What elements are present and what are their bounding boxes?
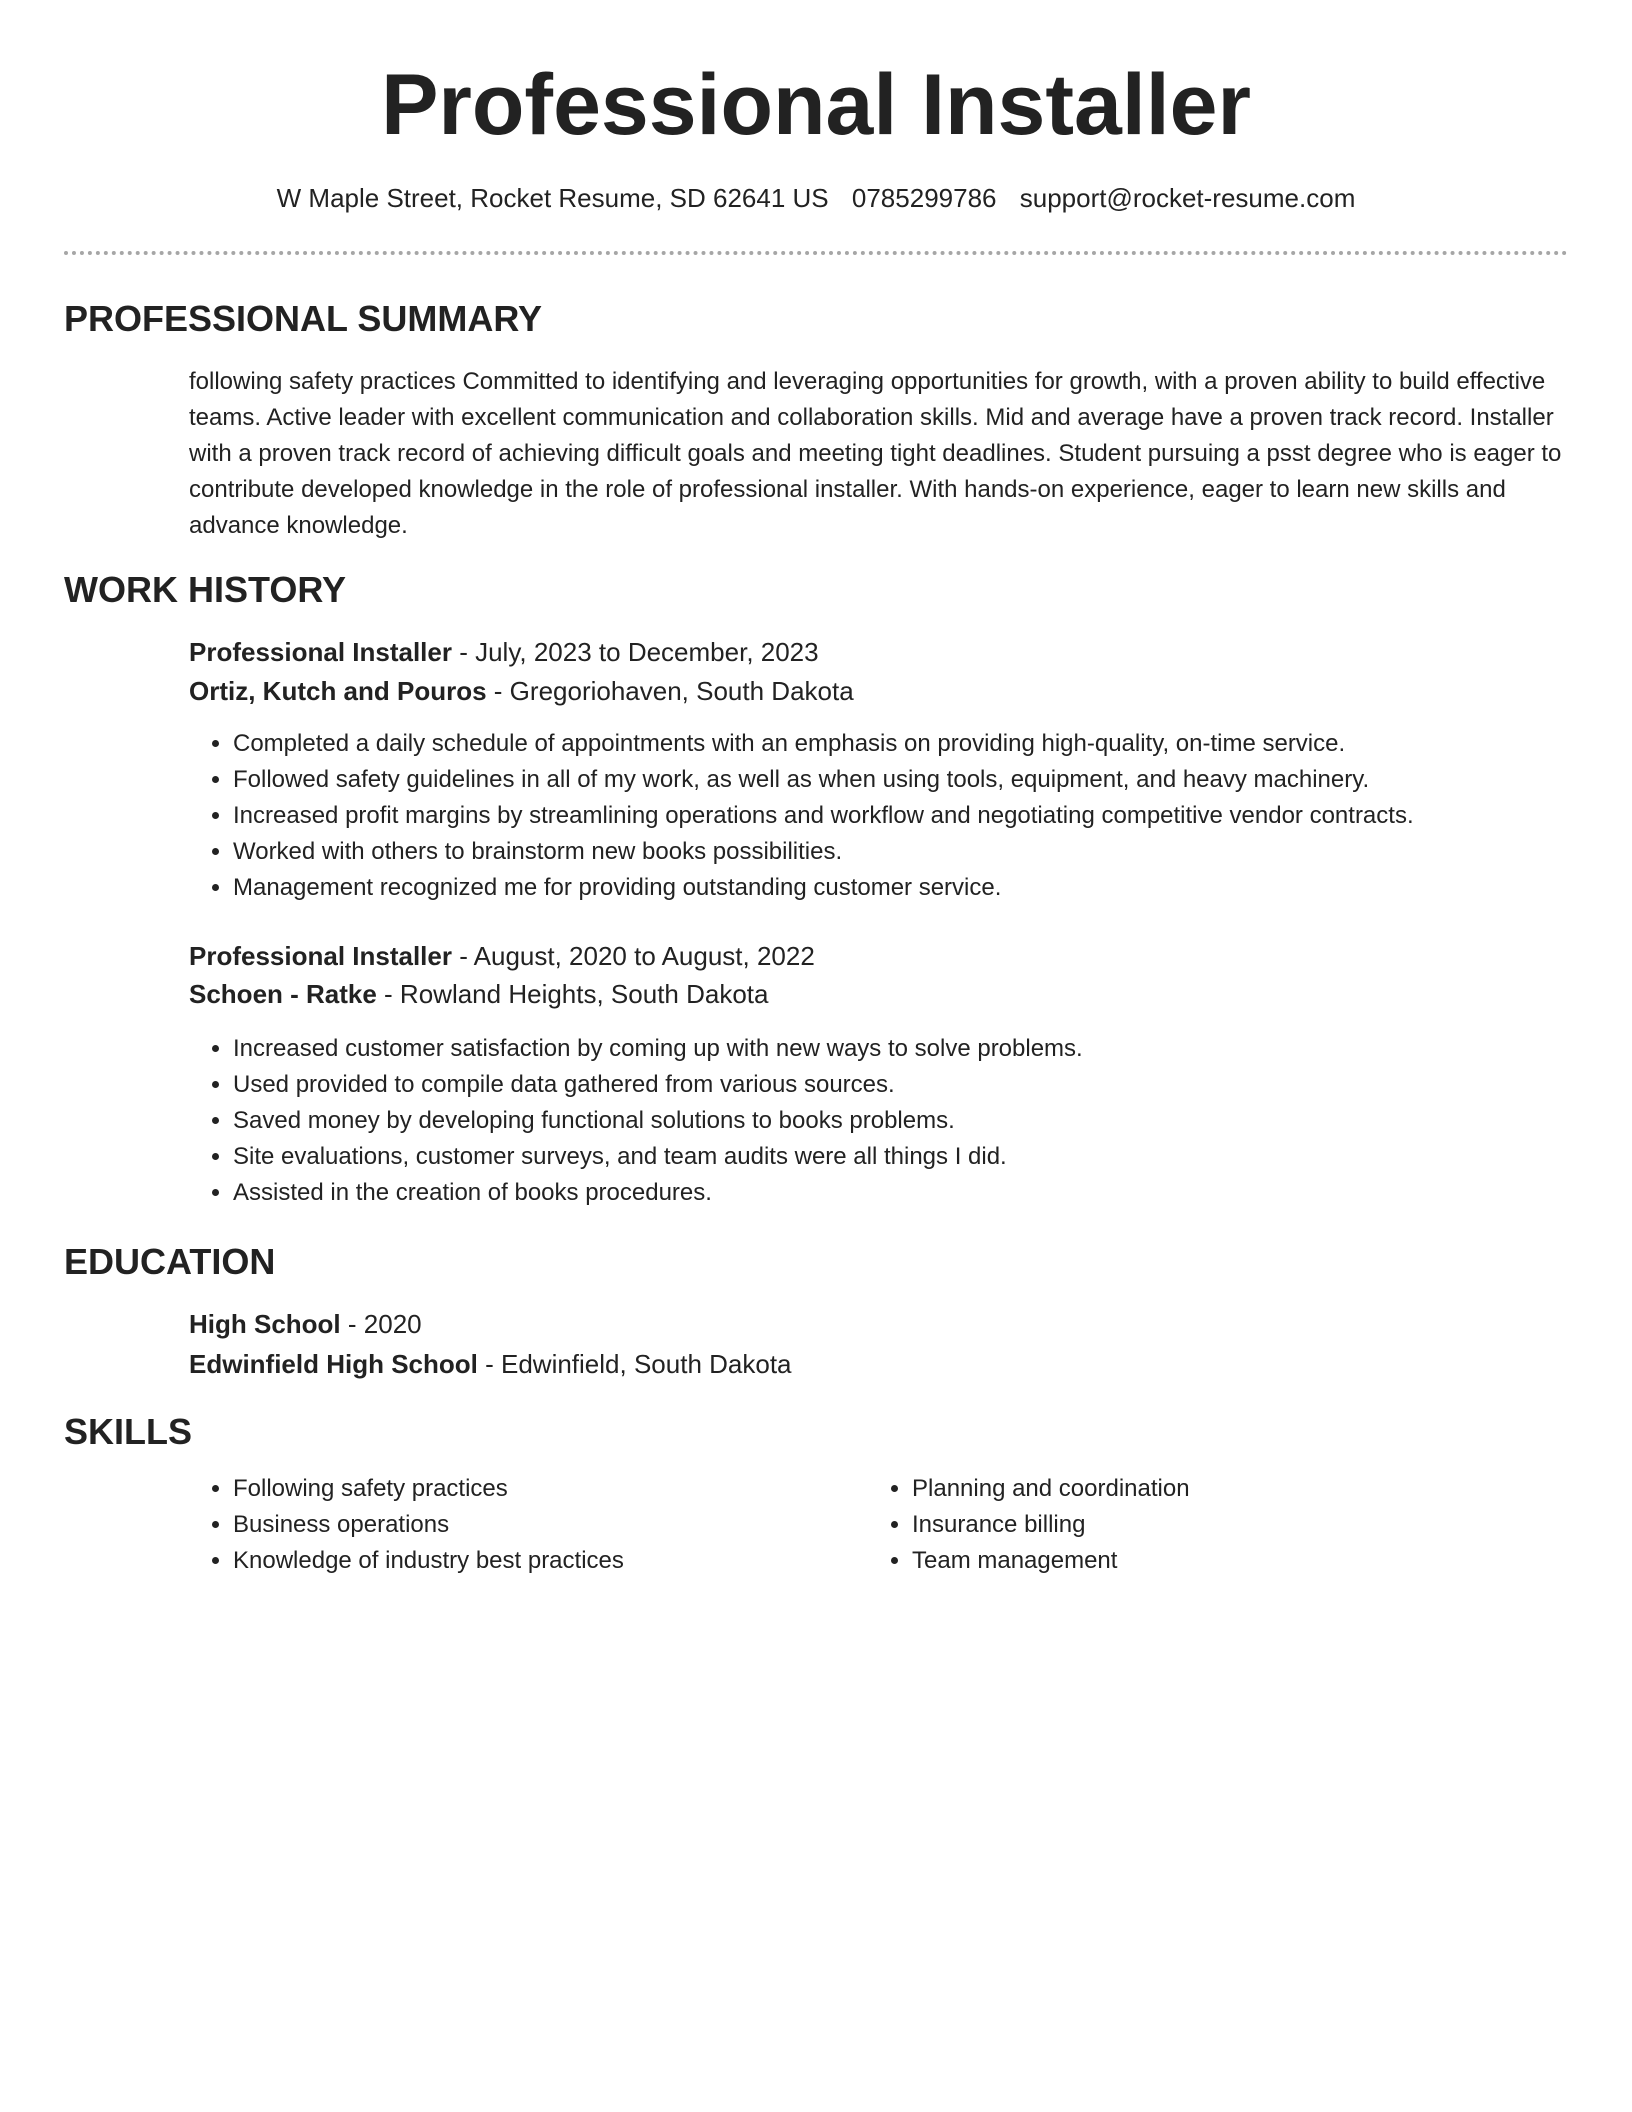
job-2-location: - Rowland Heights, South Dakota bbox=[376, 979, 769, 1009]
list-item: • Assisted in the creation of books procedures. bbox=[233, 1175, 1613, 1211]
list-item: • Saved money by developing functional solutions to books problems. bbox=[233, 1103, 1613, 1139]
contact-email: support@rocket-resume.com bbox=[1019, 183, 1356, 213]
job-1-role: Professional Installer bbox=[189, 637, 452, 667]
education-location: - Edwinfield, South Dakota bbox=[477, 1349, 792, 1379]
job-2-role: Professional Installer bbox=[189, 941, 452, 971]
list-item: • Worked with others to brainstorm new books possibilities. bbox=[233, 834, 1613, 870]
section-title-education: EDUCATION bbox=[64, 1241, 276, 1282]
section-title-skills: SKILLS bbox=[64, 1411, 193, 1452]
section-title-work-history: WORK HISTORY bbox=[64, 569, 347, 610]
list-item: • Planning and coordination bbox=[912, 1471, 1552, 1507]
job-1-dates: - July, 2023 to December, 2023 bbox=[451, 637, 819, 667]
education-year: - 2020 bbox=[340, 1309, 422, 1339]
job-1-location: - Gregoriohaven, South Dakota bbox=[486, 676, 854, 706]
list-item: • Used provided to compile data gathered from various sources. bbox=[233, 1067, 1613, 1103]
contact-address: W Maple Street, Rocket Resume, SD 62641 US bbox=[276, 183, 829, 213]
contact-line bbox=[0, 180, 1632, 216]
education-degree-line bbox=[189, 1306, 1569, 1342]
list-item: • Followed safety guidelines in all of my work, as well as when using tools, equipment, and heavy machinery. bbox=[233, 762, 1613, 798]
summary-text: following safety practices Committed to identifying and leveraging opportunities for growth, with a proven ability to build effective teams. Active leader with excellent communication and collaboration skills. Mid and average have a proven track record. Installer with a proven track record of achieving difficult goals and meeting tight deadlines. Student pursuing a psst degree who is eager to contribute developed knowledge in the role of professional installer. With hands-on experience, eager to learn new skills and advance knowledge. bbox=[189, 368, 1562, 539]
contact-phone: 0785299786 bbox=[851, 183, 997, 213]
list-item: • Team management bbox=[912, 1543, 1552, 1579]
job-1-bullets bbox=[189, 726, 1613, 906]
job-1-company-line bbox=[189, 673, 1569, 709]
resume-name: Professional Installer bbox=[381, 57, 1251, 153]
header-divider bbox=[64, 251, 1568, 255]
education-degree: High School bbox=[189, 1309, 341, 1339]
list-item: • Site evaluations, customer surveys, and team audits were all things I did. bbox=[233, 1139, 1613, 1175]
education-school: Edwinfield High School bbox=[189, 1349, 478, 1379]
job-2-company: Schoen - Ratke bbox=[189, 979, 377, 1009]
job-2-dates: - August, 2020 to August, 2022 bbox=[451, 941, 815, 971]
list-item: • Management recognized me for providing outstanding customer service. bbox=[233, 870, 1613, 906]
list-item: • Increased customer satisfaction by coming up with new ways to solve problems. bbox=[233, 1031, 1613, 1067]
job-2-company-line bbox=[189, 976, 1569, 1012]
job-1-title-line bbox=[189, 634, 1569, 670]
job-2-title-line bbox=[189, 938, 1569, 974]
list-item: • Insurance billing bbox=[912, 1507, 1552, 1543]
list-item: • Business operations bbox=[233, 1507, 873, 1543]
job-1-company: Ortiz, Kutch and Pouros bbox=[189, 676, 487, 706]
skills-list-right bbox=[868, 1471, 1552, 1579]
education-school-line bbox=[189, 1346, 1569, 1382]
job-2-bullets bbox=[189, 1031, 1613, 1211]
section-title-summary: PROFESSIONAL SUMMARY bbox=[64, 298, 543, 339]
list-item: • Following safety practices bbox=[233, 1471, 873, 1507]
list-item: • Completed a daily schedule of appointments with an emphasis on providing high-quality, on-time service. bbox=[233, 726, 1613, 762]
list-item: • Increased profit margins by streamlining operations and workflow and negotiating competitive vendor contracts. bbox=[233, 798, 1613, 834]
list-item: • Knowledge of industry best practices bbox=[233, 1543, 873, 1579]
skills-list-left bbox=[189, 1471, 873, 1579]
